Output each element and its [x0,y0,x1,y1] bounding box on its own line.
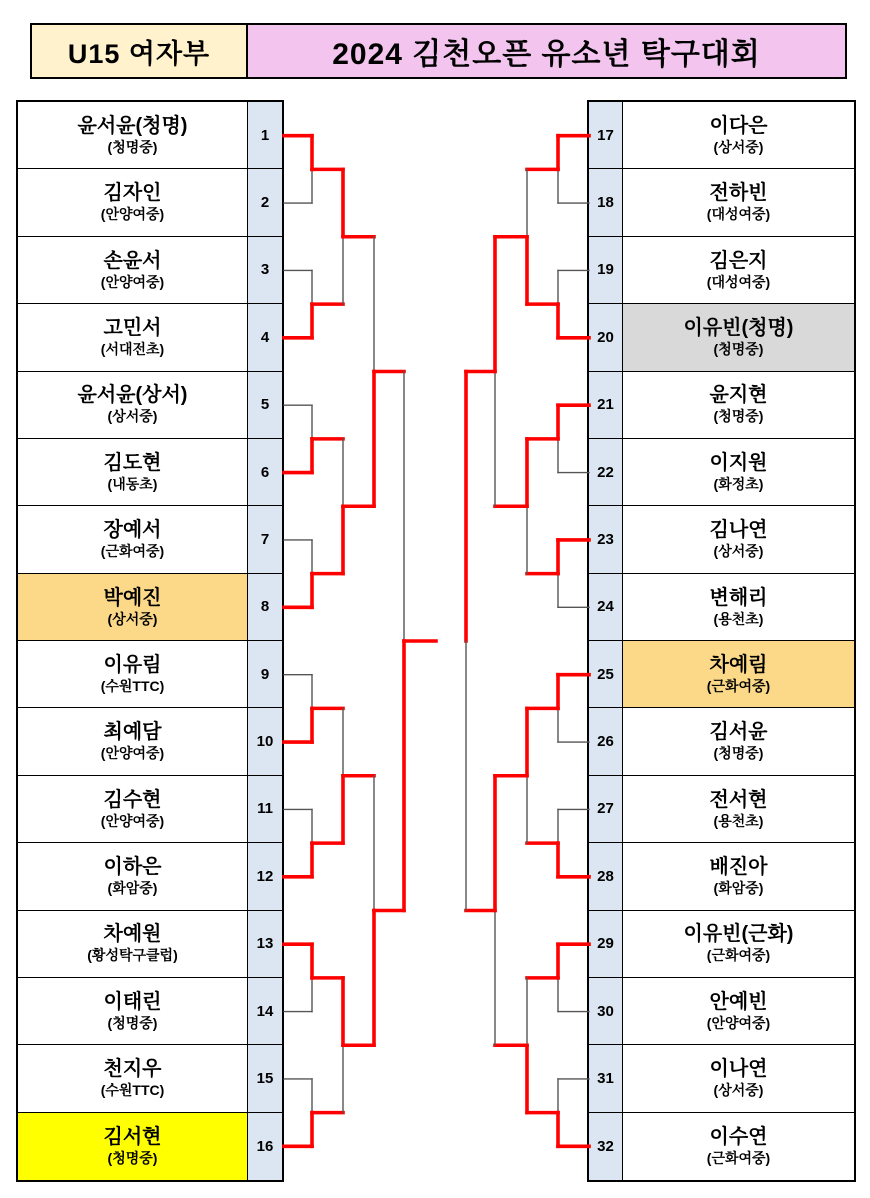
player-cell [623,708,854,774]
player-cell [623,843,854,909]
player-school: (상서중) [107,408,158,425]
player-name: 윤지현 [709,384,768,407]
player-school: (안양여중) [100,745,165,762]
player-name: 고민서 [103,317,162,340]
player-cell [18,776,248,842]
player-name: 김서현 [103,1126,162,1149]
players-table-right [587,100,856,1182]
player-school: (수원TTC) [100,677,165,694]
player-row-seed-26 [589,708,854,775]
player-cell [623,574,854,640]
player-school: (청명중) [713,745,764,762]
player-school: (서대전초) [100,341,165,358]
player-school: (안양여중) [100,273,165,290]
player-cell [18,439,248,505]
player-row-seed-8 [18,574,282,641]
player-cell [18,708,248,774]
player-name: 배진아 [709,856,768,879]
player-name: 김은지 [709,249,768,272]
player-cell [623,641,854,707]
seed-number: 16 [248,1113,282,1180]
player-cell [18,1113,248,1180]
player-row-seed-30 [589,978,854,1045]
player-name: 박예진 [103,586,162,609]
player-cell [18,169,248,235]
seed-number: 32 [589,1113,623,1180]
player-row-seed-15 [18,1045,282,1112]
seed-number: 7 [248,506,282,572]
player-cell [623,372,854,438]
seed-number: 19 [589,237,623,303]
player-school: (상서중) [713,543,764,560]
player-row-seed-27 [589,776,854,843]
seed-number: 29 [589,911,623,977]
player-cell [18,574,248,640]
seed-number: 13 [248,911,282,977]
player-school: (청명중) [107,1150,158,1167]
player-row-seed-4 [18,304,282,371]
seed-number: 1 [248,102,282,168]
seed-number: 3 [248,237,282,303]
player-school: (안양여중) [706,1014,771,1031]
players-table-left [16,100,284,1182]
player-name: 이하은 [103,856,162,879]
player-cell [623,506,854,572]
player-row-seed-12 [18,843,282,910]
division-header: U15 여자부 [30,23,248,79]
player-school: (내동초) [107,475,158,492]
player-cell [623,102,854,168]
seed-number: 11 [248,776,282,842]
player-school: (용천초) [713,812,764,829]
seed-number: 31 [589,1045,623,1111]
seed-number: 5 [248,372,282,438]
player-school: (안양여중) [100,206,165,223]
player-row-seed-9 [18,641,282,708]
player-school: (청명중) [713,408,764,425]
player-cell [18,372,248,438]
player-row-seed-21 [589,372,854,439]
seed-number: 2 [248,169,282,235]
player-school: (대성여중) [706,206,771,223]
seed-number: 22 [589,439,623,505]
player-cell [18,1045,248,1111]
player-school: (황성탁구클럽) [87,947,178,964]
player-cell [623,439,854,505]
player-cell [18,237,248,303]
player-name: 이유빈(근화) [683,923,794,946]
seed-number: 4 [248,304,282,370]
player-name: 이유림 [103,653,162,676]
player-name: 차예원 [103,923,162,946]
player-school: (대성여중) [706,273,771,290]
player-school: (안양여중) [100,812,165,829]
player-row-seed-28 [589,843,854,910]
player-cell [623,237,854,303]
player-cell [18,506,248,572]
player-cell [18,911,248,977]
player-row-seed-19 [589,237,854,304]
seed-number: 23 [589,506,623,572]
player-name: 윤서윤(청명) [77,114,188,137]
player-name: 안예빈 [709,990,768,1013]
seed-number: 21 [589,372,623,438]
seed-number: 18 [589,169,623,235]
player-name: 이다은 [709,114,768,137]
player-row-seed-17 [589,102,854,169]
player-name: 이수연 [709,1126,768,1149]
player-row-seed-32 [589,1113,854,1180]
player-row-seed-24 [589,574,854,641]
player-cell [18,304,248,370]
seed-number: 10 [248,708,282,774]
player-name: 윤서윤(상서) [77,384,188,407]
player-school: (수원TTC) [100,1082,165,1099]
player-row-seed-20 [589,304,854,371]
player-row-seed-1 [18,102,282,169]
player-school: (화암중) [107,880,158,897]
player-cell [18,641,248,707]
seed-number: 27 [589,776,623,842]
player-cell [623,978,854,1044]
seed-number: 8 [248,574,282,640]
player-row-seed-18 [589,169,854,236]
player-school: (용천초) [713,610,764,627]
player-name: 김도현 [103,451,162,474]
player-school: (상서중) [107,610,158,627]
player-school: (화정초) [713,475,764,492]
player-name: 손윤서 [103,249,162,272]
player-row-seed-3 [18,237,282,304]
player-school: (화암중) [713,880,764,897]
player-cell [623,1113,854,1180]
player-name: 이나연 [709,1058,768,1081]
player-name: 이지원 [709,451,768,474]
player-row-seed-29 [589,911,854,978]
player-name: 김자인 [103,182,162,205]
seed-number: 24 [589,574,623,640]
player-row-seed-23 [589,506,854,573]
player-cell [623,776,854,842]
seed-number: 12 [248,843,282,909]
player-row-seed-7 [18,506,282,573]
player-row-seed-10 [18,708,282,775]
player-school: (근화여중) [706,1150,771,1167]
player-row-seed-25 [589,641,854,708]
seed-number: 17 [589,102,623,168]
player-school: (청명중) [107,138,158,155]
seed-number: 9 [248,641,282,707]
player-name: 천지우 [103,1058,162,1081]
player-row-seed-11 [18,776,282,843]
player-row-seed-31 [589,1045,854,1112]
player-school: (근화여중) [100,543,165,560]
player-cell [18,102,248,168]
player-row-seed-22 [589,439,854,506]
player-name: 변해리 [709,586,768,609]
seed-number: 20 [589,304,623,370]
player-name: 김수현 [103,788,162,811]
player-row-seed-16 [18,1113,282,1180]
player-row-seed-2 [18,169,282,236]
seed-number: 30 [589,978,623,1044]
player-row-seed-14 [18,978,282,1045]
player-cell [18,978,248,1044]
player-school: (청명중) [107,1014,158,1031]
seed-number: 6 [248,439,282,505]
player-cell [623,169,854,235]
player-name: 전서현 [709,788,768,811]
player-name: 이태린 [103,990,162,1013]
player-school: (청명중) [713,341,764,358]
player-name: 김서윤 [709,721,768,744]
player-name: 차예림 [709,653,768,676]
tournament-title: 2024 김천오픈 유소년 탁구대회 [246,23,847,79]
player-name: 김나연 [709,519,768,542]
player-name: 이유빈(청명) [683,317,794,340]
player-cell [623,911,854,977]
player-school: (근화여중) [706,947,771,964]
player-cell [18,843,248,909]
seed-number: 14 [248,978,282,1044]
player-cell [623,304,854,370]
player-school: (상서중) [713,138,764,155]
player-name: 전하빈 [709,182,768,205]
seed-number: 26 [589,708,623,774]
seed-number: 15 [248,1045,282,1111]
player-school: (근화여중) [706,677,771,694]
player-cell [623,1045,854,1111]
seed-number: 25 [589,641,623,707]
seed-number: 28 [589,843,623,909]
player-school: (상서중) [713,1082,764,1099]
player-name: 최예담 [103,721,162,744]
player-row-seed-6 [18,439,282,506]
player-row-seed-5 [18,372,282,439]
player-row-seed-13 [18,911,282,978]
player-name: 장예서 [103,519,162,542]
